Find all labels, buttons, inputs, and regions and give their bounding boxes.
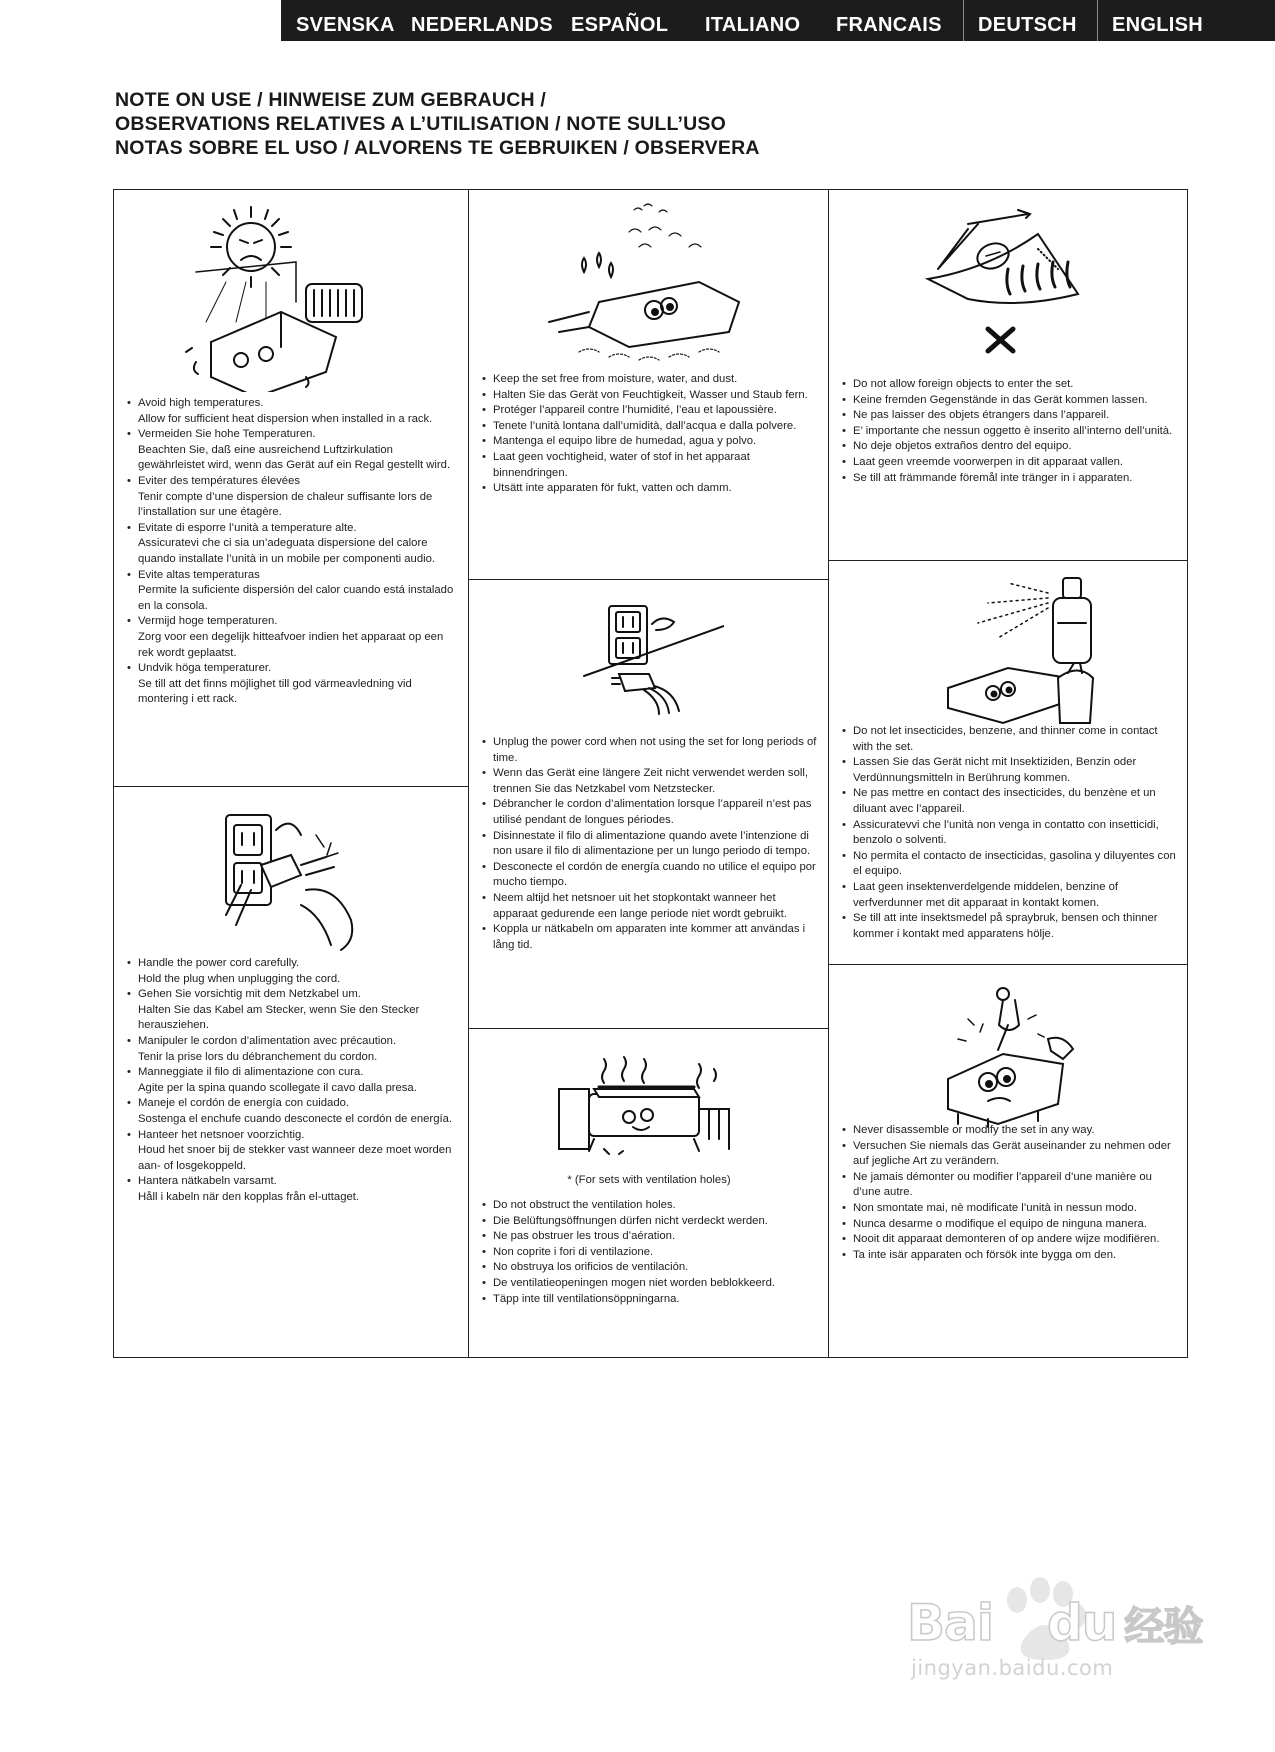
lang-tab-nederlands[interactable]: NEDERLANDS xyxy=(411,14,553,36)
item-text: Hold the plug when unplugging the cord. xyxy=(138,972,341,985)
lang-tab-francais[interactable]: FRANCAIS xyxy=(836,14,942,36)
list-item: • Desconecte el cordón de energía cuando no utilice el equipo por mucho tiempo. xyxy=(482,860,818,891)
foreign-notes xyxy=(842,377,1180,486)
list-item: • Utsätt inte apparaten för fukt, vatten och damm. xyxy=(482,481,818,497)
list-item: • Unplug the power cord when not using the set for long periods of time. xyxy=(482,735,818,766)
list-item: • Disinnestate il filo di alimentazione quando avete l’intenzione di non usare il filo di alimentazione per un lungo periodo di tempo. xyxy=(482,829,818,860)
list-item: • Débrancher le cordon d’alimentation lorsque l’appareil n’est pas utilisé pendant de longues périodes. xyxy=(482,797,818,828)
lang-tab-italiano[interactable]: ITALIANO xyxy=(705,14,801,36)
item-text: Sostenga el enchufe cuando desconecte el cordón de energía. xyxy=(138,1112,453,1125)
list-item: • Laat geen vreemde voorwerpen in dit apparaat vallen. xyxy=(842,455,1180,471)
outlet-unplugged-icon xyxy=(469,596,829,716)
list-item: • Lassen Sie das Gerät nicht mit Insektiziden, Benzin oder Verdünnungsmitteln in Berührung kommen. xyxy=(842,755,1180,786)
item-heading: • Evite altas temperaturas xyxy=(138,568,260,581)
list-item: • Laat geen vochtigheid, water of stof in het apparaat binnendringen. xyxy=(482,450,818,481)
list-item: • Neem altijd het netsnoer uit het stopkontakt wanneer het apparaat gedurende een lange periode niet wordt gebruikt. xyxy=(482,891,818,922)
list-item: • Assicuratevvi che l’unità non venga in contatto con insetticidi, benzolo o solventi. xyxy=(842,818,1180,849)
list-item xyxy=(127,568,459,615)
item-text: Beachten Sie, daß eine ausreichend Luftzirkulation gewährleistet wird, wenn das Gerät auf ein Regal gestellt wird. xyxy=(138,443,451,472)
screwdriver-disassembly-icon xyxy=(829,979,1187,1129)
watermark-brand xyxy=(907,1594,1202,1652)
item-text: Agite per la spina quando scollegate il cavo dalla presa. xyxy=(138,1081,417,1094)
item-text: Houd het snoer bij de stekker vast wanneer deze moet worden aan- of losgekoppeld. xyxy=(138,1144,452,1172)
column-3 xyxy=(828,190,1187,1357)
disassemble-notes xyxy=(842,1123,1180,1263)
item-text: Allow for sufficient heat dispersion when installed in a rack. xyxy=(138,412,433,425)
list-item: • Never disassemble or modify the set in any way. xyxy=(842,1123,1180,1139)
list-item: • Nooit dit apparaat demonteren of op andere wijze modifiëren. xyxy=(842,1232,1180,1248)
list-item: • No obstruya los orificios de ventilación. xyxy=(482,1260,818,1276)
heat-notes xyxy=(127,396,459,708)
list-item: • Non coprite i fori di ventilazione. xyxy=(482,1245,818,1261)
precautions-grid xyxy=(113,189,1188,1358)
item-heading: • Gehen Sie vorsichtig mit dem Netzkabel um. xyxy=(138,988,361,1001)
list-item xyxy=(127,427,459,474)
list-item xyxy=(127,521,459,568)
cord-cell xyxy=(114,786,468,1357)
item-text: Se till att det finns möjlighet till god värmeavledning vid montering i ett rack. xyxy=(138,677,412,706)
list-item: • Se till att inte insektsmedel på spraybruk, bensen och thinner kommer i kontakt med apparatens hölje. xyxy=(842,911,1180,942)
hot-sun-heater-icon xyxy=(114,202,468,392)
list-item xyxy=(127,1034,459,1065)
list-item: • E’ importante che nessun oggetto è inserito all’interno dell’unità. xyxy=(842,424,1180,440)
list-item: • Tenete l’unità lontana dall’umidità, dall’acqua e dalla polvere. xyxy=(482,419,818,435)
watermark-brand-cn: 经验 xyxy=(1124,1604,1203,1650)
unplug-cell xyxy=(469,579,829,1028)
list-item: • Mantenga el equipo libre de humedad, agua y polvo. xyxy=(482,434,818,450)
chemicals-cell xyxy=(829,560,1187,964)
item-text: Assicuratevi che ci sia un’adeguata dispersione del calore quando installate l’unità in un mobile per componenti audio. xyxy=(138,537,436,565)
language-tab-bar xyxy=(281,0,1275,41)
list-item: • Ne pas mettre en contact des insecticides, du benzène et un diluant avec l’appareil. xyxy=(842,786,1180,817)
ventilation-caption: * (For sets with ventilation holes) xyxy=(567,1174,731,1186)
list-item: • Ta inte isär apparaten och försök inte bygga om den. xyxy=(842,1248,1180,1264)
page-title xyxy=(115,88,1015,160)
list-item: • Ne pas laisser des objets étrangers dans l’appareil. xyxy=(842,408,1180,424)
spray-can-icon xyxy=(829,573,1187,733)
list-item xyxy=(127,474,459,521)
list-item: • Versuchen Sie niemals das Gerät auseinander zu nehmen oder auf jegliche Art zu verändern. xyxy=(842,1139,1180,1170)
list-item xyxy=(127,956,459,987)
item-heading: • Manneggiate il filo di alimentazione con cura. xyxy=(138,1066,364,1079)
list-item: • Wenn das Gerät eine längere Zeit nicht verwendet werden soll, trennen Sie das Netzkabel vom Netzstecker. xyxy=(482,766,818,797)
list-item: • Täpp inte till ventilationsöppningarna. xyxy=(482,1292,818,1308)
item-heading: • Vermeiden Sie hohe Temperaturen. xyxy=(138,428,316,441)
list-item xyxy=(127,987,459,1034)
list-item xyxy=(127,1096,459,1127)
list-item: • Ne pas obstruer les trous d’aération. xyxy=(482,1229,818,1245)
heat-cell xyxy=(114,190,468,786)
chemicals-notes xyxy=(842,724,1180,942)
list-item: • Keine fremden Gegenstände in das Gerät kommen lassen. xyxy=(842,393,1180,409)
foreign-cell xyxy=(829,190,1187,560)
item-heading: • Maneje el cordón de energía con cuidado. xyxy=(138,1097,350,1110)
disassemble-cell xyxy=(829,964,1187,1357)
moisture-notes xyxy=(482,372,818,497)
item-heading: • Eviter des températures élevées xyxy=(138,474,301,487)
page-title-line: NOTAS SOBRE EL USO / ALVORENS TE GEBRUIKEN / OBSERVERA xyxy=(115,137,760,159)
cord-notes xyxy=(127,956,459,1206)
item-text: Tenir compte d’une dispersion de chaleur suffisante lors de l’installation sur une étagère. xyxy=(138,490,433,519)
item-heading: • Vermijd hoge temperaturen. xyxy=(138,615,278,628)
lang-tab-svenska[interactable]: SVENSKA xyxy=(296,14,395,36)
page-title-line: NOTE ON USE / HINWEISE ZUM GEBRAUCH / xyxy=(115,89,547,111)
watermark-url: jingyan.baidu.com xyxy=(911,1656,1114,1680)
list-item: • Protéger l’appareil contre l’humidité, l’eau et lapoussière. xyxy=(482,403,818,419)
page-title-line: OBSERVATIONS RELATIVES A L’UTILISATION / NOTE SULL’USO xyxy=(115,113,727,135)
coin-pin-slot-cross-icon xyxy=(829,204,1187,364)
list-item: • Koppla ur nätkabeln om apparaten inte kommer att användas i lång tid. xyxy=(482,922,818,953)
moisture-cell xyxy=(469,190,829,579)
list-item: • Nunca desarme o modifique el equipo de ninguna manera. xyxy=(842,1217,1180,1233)
watermark-brand-right: du xyxy=(1047,1594,1117,1652)
list-item: • Non smontate mai, nè modificate l’unità in nessun modo. xyxy=(842,1201,1180,1217)
lang-tab-english[interactable]: ENGLISH xyxy=(1097,0,1264,41)
vent-cell xyxy=(469,1028,829,1357)
item-heading: • Handle the power cord carefully. xyxy=(138,957,300,969)
unplug-notes xyxy=(482,735,818,953)
hand-plug-outlet-icon xyxy=(114,805,468,955)
list-item: • Do not allow foreign objects to enter the set. xyxy=(842,377,1180,393)
list-item xyxy=(127,1065,459,1096)
lang-tab-deutsch[interactable]: DEUTSCH xyxy=(963,0,1097,41)
item-text: Tenir la prise lors du débranchement du cordon. xyxy=(138,1050,378,1063)
list-item: • Do not obstruct the ventilation holes. xyxy=(482,1198,818,1214)
blocked-ventilation-icon xyxy=(469,1049,829,1159)
list-item: • De ventilatieopeningen mogen niet worden beblokkeerd. xyxy=(482,1276,818,1292)
lang-tab-espanol[interactable]: ESPAÑOL xyxy=(571,14,669,36)
list-item: • Do not let insecticides, benzene, and thinner come in contact with the set. xyxy=(842,724,1180,755)
item-heading: • Manipuler le cordon d’alimentation avec précaution. xyxy=(138,1034,397,1047)
list-item: • No permita el contacto de insecticidas, gasolina y diluyentes con el equipo. xyxy=(842,849,1180,880)
watermark-brand-left: Bai xyxy=(907,1594,993,1652)
list-item xyxy=(127,614,459,661)
list-item xyxy=(127,661,459,708)
list-item: • Die Belüftungsöffnungen dürfen nicht verdeckt werden. xyxy=(482,1214,818,1230)
item-heading: • Evitate di esporre l’unità a temperature alte. xyxy=(138,521,357,534)
item-heading: • Hanteer het netsnoer voorzichtig. xyxy=(138,1128,305,1141)
item-heading: • Hantera nätkabeln varsamt. xyxy=(138,1175,277,1188)
list-item: • Laat geen insektenverdelgende middelen, benzine of verfverdunner met dit apparaat in kontakt komen. xyxy=(842,880,1180,911)
list-item: • Ne jamais démonter ou modifier l’appareil d’une manière ou d’une autre. xyxy=(842,1170,1180,1201)
item-text: Håll i kabeln när den kopplas från el-uttaget. xyxy=(138,1190,360,1203)
list-item xyxy=(127,1128,459,1175)
item-heading: • Avoid high temperatures. xyxy=(138,397,264,409)
item-text: Permite la suficiente dispersión del calor cuando está instalado en la consola. xyxy=(138,584,454,612)
column-1 xyxy=(114,190,468,1357)
list-item xyxy=(127,1174,459,1205)
item-text: Zorg voor een degelijk hitteafvoer indien het apparaat op een rek wordt geplaatst. xyxy=(138,630,444,659)
item-text: Halten Sie das Kabel am Stecker, wenn Sie den Stecker herausziehen. xyxy=(138,1003,420,1032)
baidu-watermark xyxy=(905,1548,1205,1678)
column-2 xyxy=(468,190,829,1357)
water-dust-icon xyxy=(469,202,829,372)
list-item: • Keep the set free from moisture, water, and dust. xyxy=(482,372,818,388)
vent-notes xyxy=(482,1198,818,1307)
list-item: • No deje objetos extraños dentro del equipo. xyxy=(842,439,1180,455)
item-heading: • Undvik höga temperaturer. xyxy=(138,662,272,675)
list-item: • Halten Sie das Gerät von Feuchtigkeit, Wasser und Staub fern. xyxy=(482,388,818,404)
list-item: • Se till att främmande föremål inte tränger in i apparaten. xyxy=(842,471,1180,487)
list-item xyxy=(127,396,459,427)
